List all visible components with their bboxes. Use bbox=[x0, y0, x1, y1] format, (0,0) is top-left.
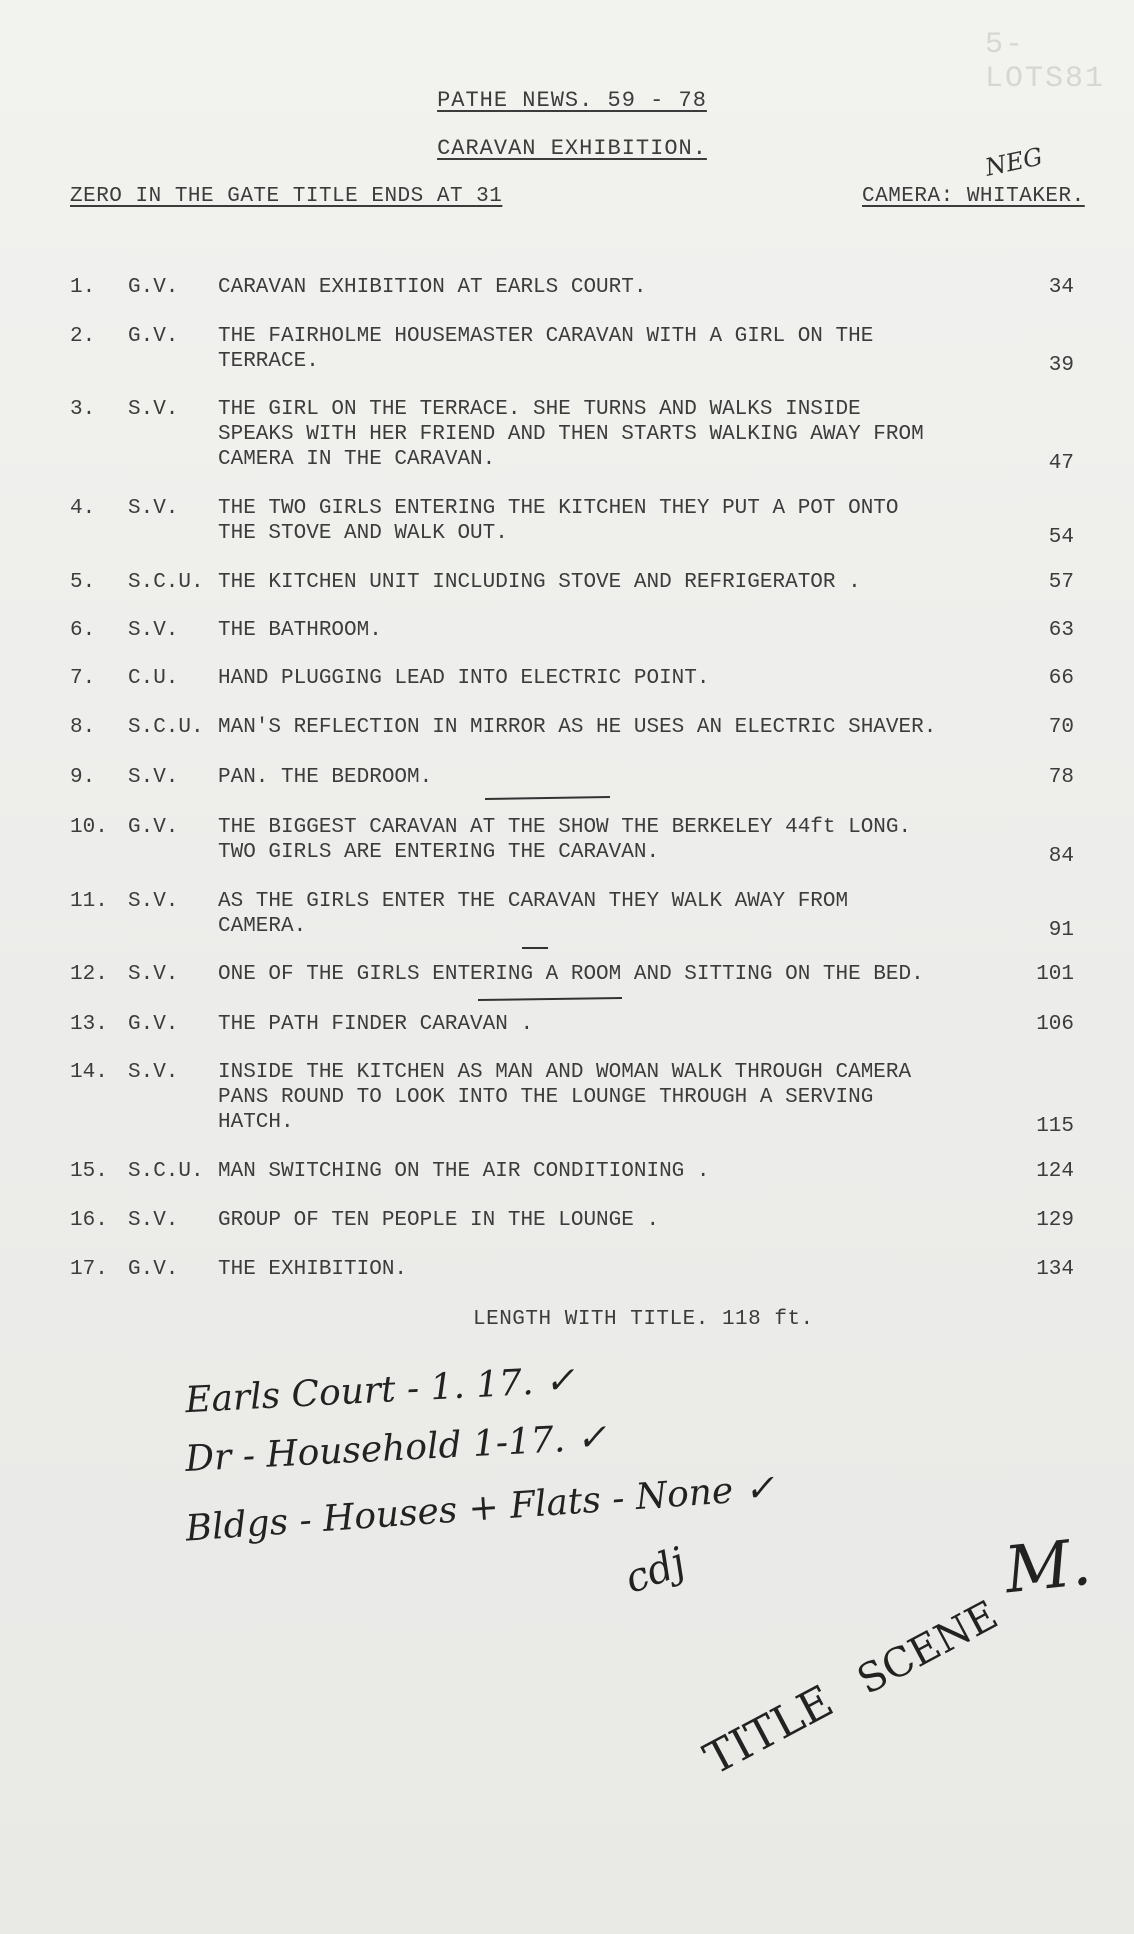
shot-footage: 101 bbox=[1036, 963, 1074, 986]
shot-number: 16. bbox=[70, 1209, 108, 1232]
shot-code: S.V. bbox=[128, 398, 179, 421]
shot-description-line: TWO GIRLS ARE ENTERING THE CARAVAN. bbox=[218, 841, 660, 864]
shot-code: S.C.U. bbox=[128, 571, 204, 594]
shot-footage: 134 bbox=[1036, 1258, 1074, 1281]
shot-number: 4. bbox=[70, 497, 96, 520]
handwritten-scene-word: SCENE bbox=[850, 1592, 1006, 1704]
shot-description-line: PANS ROUND TO LOOK INTO THE LOUNGE THROUGH A SERVING bbox=[218, 1086, 874, 1109]
shot-footage: 124 bbox=[1036, 1160, 1074, 1183]
shot-description-line: THE EXHIBITION. bbox=[218, 1258, 408, 1281]
shot-description-line: PAN. THE BEDROOM. bbox=[218, 766, 433, 789]
shot-number: 12. bbox=[70, 963, 108, 986]
shot-description-line: SPEAKS WITH HER FRIEND AND THEN STARTS WALKING AWAY FROM bbox=[218, 423, 924, 446]
shot-code: S.V. bbox=[128, 619, 179, 642]
shot-footage: 106 bbox=[1036, 1013, 1074, 1036]
shot-footage: 91 bbox=[1048, 919, 1074, 942]
shot-footage: 57 bbox=[1048, 571, 1074, 594]
shot-number: 6. bbox=[70, 619, 96, 642]
shot-code: C.U. bbox=[128, 667, 179, 690]
shot-description-line: THE GIRL ON THE TERRACE. SHE TURNS AND WALKS INSIDE bbox=[218, 398, 861, 421]
shot-description-line: THE FAIRHOLME HOUSEMASTER CARAVAN WITH A GIRL ON THE bbox=[218, 325, 874, 348]
shot-footage: 78 bbox=[1048, 766, 1074, 789]
shot-code: S.C.U. bbox=[128, 716, 204, 739]
shot-code: S.V. bbox=[128, 497, 179, 520]
shot-description-line: HATCH. bbox=[218, 1111, 294, 1134]
shot-description-line: CARAVAN EXHIBITION AT EARLS COURT. bbox=[218, 276, 647, 299]
handwritten-note-earls-court: Earls Court - 1. 17. ✓ bbox=[184, 1359, 576, 1422]
shot-number: 13. bbox=[70, 1013, 108, 1036]
shot-description-line: MAN SWITCHING ON THE AIR CONDITIONING . bbox=[218, 1160, 710, 1183]
shot-number: 5. bbox=[70, 571, 96, 594]
handwritten-initials: cdj bbox=[618, 1539, 692, 1603]
shot-number: 9. bbox=[70, 766, 96, 789]
shot-code: G.V. bbox=[128, 1013, 179, 1036]
shot-description-line: MAN'S REFLECTION IN MIRROR AS HE USES AN ELECTRIC SHAVER. bbox=[218, 716, 937, 739]
shot-footage: 34 bbox=[1048, 276, 1074, 299]
length-line: LENGTH WITH TITLE. 118 ft. bbox=[473, 1308, 814, 1331]
shot-code: S.V. bbox=[128, 963, 179, 986]
margin-line-12 bbox=[478, 998, 622, 1000]
margin-line-9 bbox=[485, 797, 610, 799]
handwritten-title-word: TITLE bbox=[696, 1675, 842, 1786]
shot-description-line: CAMERA. bbox=[218, 915, 307, 938]
shot-number: 2. bbox=[70, 325, 96, 348]
shot-number: 11. bbox=[70, 890, 108, 913]
shot-code: G.V. bbox=[128, 325, 179, 348]
neg-handwritten-note: NEG bbox=[982, 142, 1045, 182]
shot-number: 10. bbox=[70, 816, 108, 839]
shot-footage: 115 bbox=[1036, 1115, 1074, 1138]
shot-code: G.V. bbox=[128, 276, 179, 299]
shot-description-line: ONE OF THE GIRLS ENTERING A ROOM AND SITTING ON THE BED. bbox=[218, 963, 924, 986]
shot-code: S.V. bbox=[128, 1209, 179, 1232]
shot-code: S.V. bbox=[128, 766, 179, 789]
shot-footage: 70 bbox=[1048, 716, 1074, 739]
document-reference: 5-LOTS81 bbox=[985, 28, 1106, 96]
shot-description-line: THE TWO GIRLS ENTERING THE KITCHEN THEY PUT A POT ONTO bbox=[218, 497, 899, 520]
shot-code: S.C.U. bbox=[128, 1160, 204, 1183]
shot-code: G.V. bbox=[128, 816, 179, 839]
shot-description-line: INSIDE THE KITCHEN AS MAN AND WOMAN WALK THROUGH CAMERA bbox=[218, 1061, 912, 1084]
shot-description-line: GROUP OF TEN PEOPLE IN THE LOUNGE . bbox=[218, 1209, 660, 1232]
shot-description-line: THE PATH FINDER CARAVAN . bbox=[218, 1013, 534, 1036]
shot-description-line: CAMERA IN THE CARAVAN. bbox=[218, 448, 496, 471]
shot-number: 3. bbox=[70, 398, 96, 421]
shot-code: S.V. bbox=[128, 1061, 179, 1084]
shot-description-line: AS THE GIRLS ENTER THE CARAVAN THEY WALK AWAY FROM bbox=[218, 890, 849, 913]
shot-description-line: THE BIGGEST CARAVAN AT THE SHOW THE BERKELEY 44ft LONG. bbox=[218, 816, 912, 839]
shot-description-line: HAND PLUGGING LEAD INTO ELECTRIC POINT. bbox=[218, 667, 710, 690]
shot-number: 17. bbox=[70, 1258, 108, 1281]
handwritten-note-buildings: Bldgs - Houses + Flats - None ✓ bbox=[184, 1467, 777, 1550]
shot-footage: 129 bbox=[1036, 1209, 1074, 1232]
shot-description-line: THE KITCHEN UNIT INCLUDING STOVE AND REFRIGERATOR . bbox=[218, 571, 861, 594]
shot-number: 1. bbox=[70, 276, 96, 299]
shot-description-line: TERRACE. bbox=[218, 350, 319, 373]
shot-description-line: THE BATHROOM. bbox=[218, 619, 382, 642]
shot-number: 15. bbox=[70, 1160, 108, 1183]
handwritten-note-household: Dr - Household 1-17. ✓ bbox=[184, 1416, 608, 1481]
shot-footage: 63 bbox=[1048, 619, 1074, 642]
handwritten-m-mark: M. bbox=[1001, 1525, 1095, 1609]
document-title: PATHE NEWS. 59 - 78 bbox=[437, 88, 707, 113]
shot-code: G.V. bbox=[128, 1258, 179, 1281]
shot-footage: 66 bbox=[1048, 667, 1074, 690]
shot-code: S.V. bbox=[128, 890, 179, 913]
shot-footage: 54 bbox=[1048, 526, 1074, 549]
shot-description-line: THE STOVE AND WALK OUT. bbox=[218, 522, 508, 545]
zero-gate-line: ZERO IN THE GATE TITLE ENDS AT 31 bbox=[70, 185, 503, 208]
document-subtitle: CARAVAN EXHIBITION. bbox=[437, 136, 707, 161]
shot-footage: 47 bbox=[1048, 452, 1074, 475]
camera-line: CAMERA: WHITAKER. bbox=[862, 185, 1085, 208]
shot-number: 7. bbox=[70, 667, 96, 690]
shot-number: 14. bbox=[70, 1061, 108, 1084]
shot-footage: 84 bbox=[1048, 845, 1074, 868]
shot-number: 8. bbox=[70, 716, 96, 739]
shot-footage: 39 bbox=[1048, 354, 1074, 377]
